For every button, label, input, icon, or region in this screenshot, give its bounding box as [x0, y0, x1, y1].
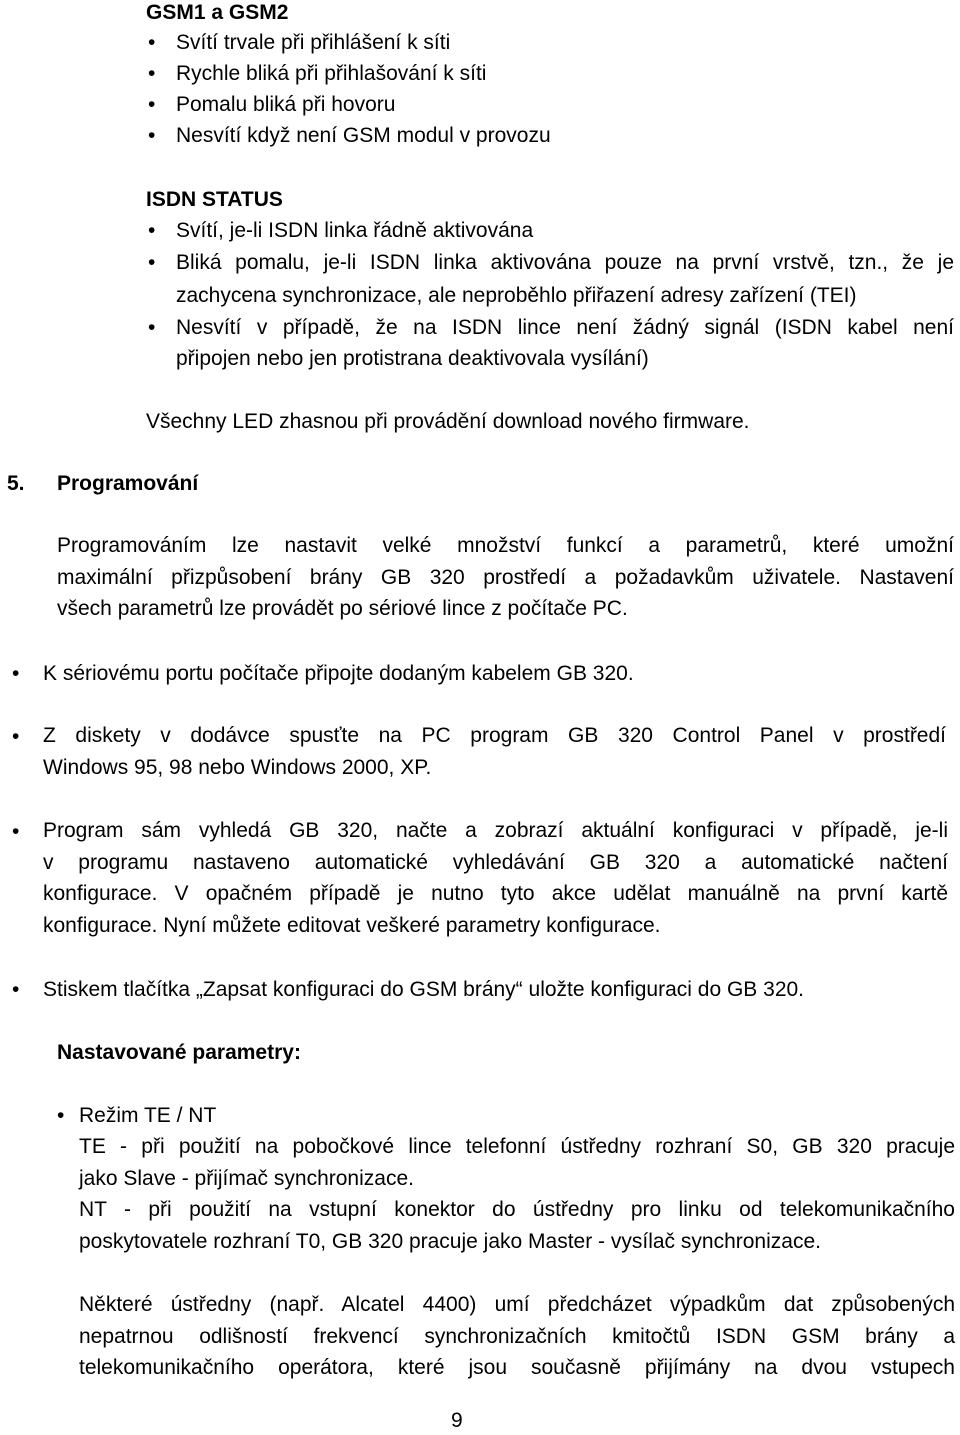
step-line: Program sám vyhledá GB 320, načte a zobrazí aktuální konfiguraci v případě, je-li: [43, 819, 948, 842]
bullet-icon: •: [12, 725, 20, 748]
note-line: Některé ústředny (např. Alcatel 4400) umí předcházet výpadkům dat způsobených: [79, 1293, 955, 1316]
list-item-continuation: zachycena synchronizace, ale neproběhlo přiřazení adresy zařízení (TEI): [176, 284, 857, 307]
list-item: Pomalu bliká při hovoru: [176, 93, 396, 116]
te-description: [79, 1131, 955, 1194]
bullet-icon: •: [148, 219, 156, 242]
paragraph-line: maximální přizpůsobení brány GB 320 prostředí a požadavkům uživatele. Nastavení: [57, 565, 954, 589]
nt-description: [79, 1194, 955, 1257]
section-number: 5.: [7, 472, 25, 495]
paragraph-line: všech parametrů lze provádět po sériové lince z počítače PC.: [57, 597, 628, 620]
description-line: jako Slave - přijímač synchronizace.: [79, 1166, 414, 1190]
step-line: Z diskety v dodávce spusťte na PC program GB 320 Control Panel v prostředí: [43, 724, 946, 747]
list-item: Bliká pomalu, je-li ISDN linka aktivována pouze na první vrstvě, tzn., že je: [176, 251, 954, 274]
step-1: K sériovému portu počítače připojte dodaným kabelem GB 320.: [43, 662, 634, 685]
gsm-heading: GSM1 a GSM2: [146, 1, 289, 24]
params-heading: Nastavované parametry:: [57, 1041, 301, 1064]
intro-paragraph: [57, 530, 954, 625]
step-line: konfigurace. V opačném případě je nutno tyto akce udělat manuálně na první kartě: [43, 882, 948, 905]
page-number: 9: [451, 1409, 463, 1432]
bullet-icon: •: [148, 251, 156, 274]
step-3: [43, 815, 948, 941]
bullet-icon: •: [148, 62, 156, 85]
bullet-icon: •: [57, 1104, 65, 1127]
description-line: TE - při použití na pobočkové lince telefonní ústředny rozhraní S0, GB 320 pracuje: [79, 1135, 955, 1158]
bullet-icon: •: [12, 662, 20, 685]
bullet-icon: •: [148, 124, 156, 147]
list-item: Svítí, je-li ISDN linka řádně aktivována: [176, 219, 534, 242]
description-line: NT - při použití na vstupní konektor do ústředny pro linku od telekomunikačního: [79, 1198, 955, 1221]
section-title: Programování: [57, 472, 199, 495]
note-line: telekomunikačního operátora, které jsou současně přijímány na dvou vstupech: [79, 1356, 955, 1379]
list-item: Nesvítí když není GSM modul v provozu: [176, 124, 551, 147]
step-4: Stiskem tlačítka „Zapsat konfiguraci do GSM brány“ uložte konfiguraci do GB 320.: [43, 978, 805, 1001]
step-line: v programu nastaveno automatické vyhledávání GB 320 a automatické načtení: [43, 850, 948, 874]
exchange-note: [79, 1289, 955, 1384]
list-item: Nesvítí v případě, že na ISDN lince není žádný signál (ISDN kabel není: [176, 316, 954, 339]
bullet-icon: •: [12, 978, 20, 1001]
firmware-note: Všechny LED zhasnou při provádění download nového firmware.: [146, 410, 750, 433]
bullet-icon: •: [148, 31, 156, 54]
list-item-continuation: připojen nebo jen protistrana deaktivovala vysílání): [176, 347, 649, 370]
bullet-icon: •: [12, 820, 20, 843]
note-line: nepatrnou odlišností frekvencí synchronizačních kmitočtů ISDN GSM brány a: [79, 1324, 955, 1348]
list-item: Rychle bliká při přihlašování k síti: [176, 62, 487, 85]
step-line: Windows 95, 98 nebo Windows 2000, XP.: [43, 755, 432, 779]
step-2: [43, 720, 946, 783]
bullet-icon: •: [148, 93, 156, 116]
paragraph-line: Programováním lze nastavit velké množství funkcí a parametrů, které umožní: [57, 534, 954, 557]
description-line: poskytovatele rozhraní T0, GB 320 pracuje jako Master - vysílač synchronizace.: [79, 1229, 821, 1253]
step-line: konfigurace. Nyní můžete editovat veškeré parametry konfigurace.: [43, 913, 661, 937]
list-item: Svítí trvale při přihlášení k síti: [176, 31, 451, 54]
bullet-icon: •: [148, 316, 156, 339]
isdn-heading: ISDN STATUS: [146, 188, 283, 211]
mode-title: Režim TE / NT: [79, 1104, 217, 1127]
